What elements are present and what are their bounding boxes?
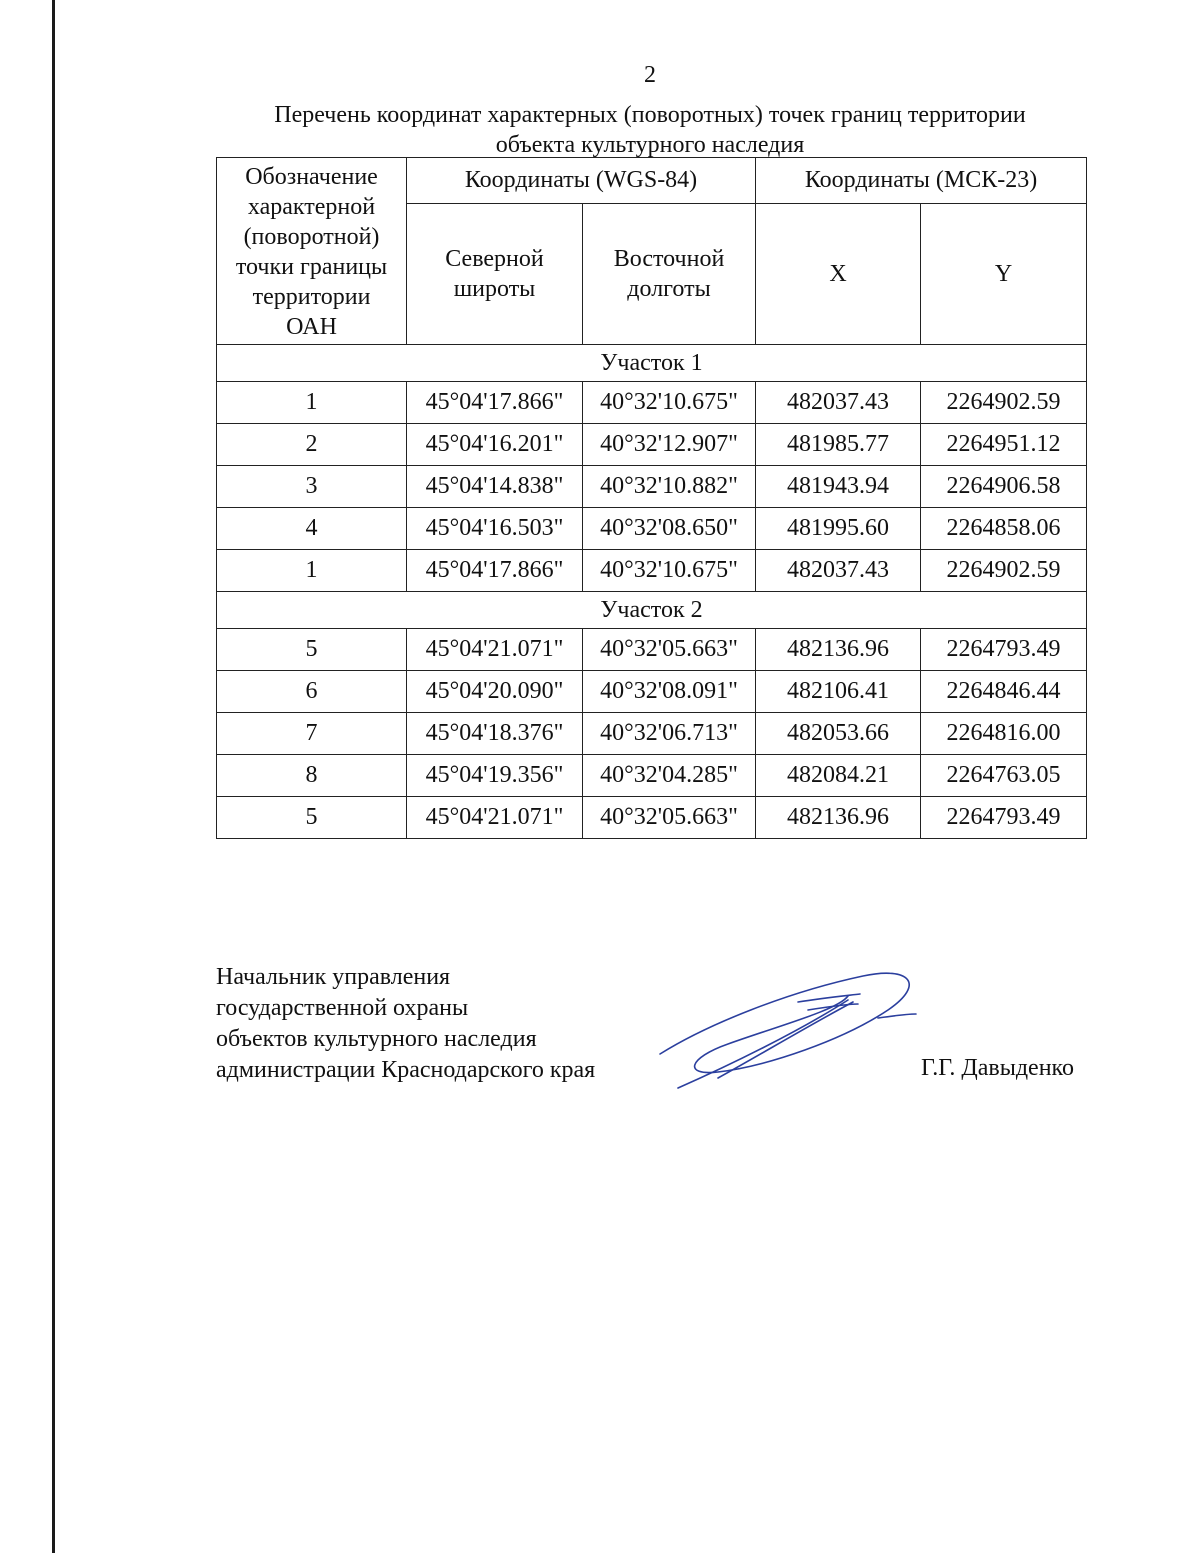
document-title-line-2: объекта культурного наследия xyxy=(495,132,805,158)
cell-point: 5 xyxy=(217,797,407,839)
cell-y: 2264816.00 xyxy=(921,713,1087,755)
section-row xyxy=(217,345,1087,382)
cell-longitude: 40°32'12.907" xyxy=(583,424,756,466)
cell-x: 481995.60 xyxy=(756,508,921,550)
header-latitude-line: широты xyxy=(453,276,536,303)
cell-x: 481985.77 xyxy=(756,424,921,466)
header-msk23: Координаты (МСК-23) xyxy=(756,158,1087,204)
table-row xyxy=(217,508,1087,550)
table-row xyxy=(217,713,1087,755)
table-row xyxy=(217,466,1087,508)
header-point-designation xyxy=(217,158,407,345)
cell-latitude: 45°04'16.201" xyxy=(407,424,583,466)
document-title-line-1: Перечень координат характерных (поворотных) точек границ территории xyxy=(274,102,1026,128)
cell-x: 482037.43 xyxy=(756,550,921,592)
signatory-line-3: объектов культурного наследия xyxy=(216,1026,537,1052)
coordinates-table xyxy=(216,157,1087,839)
section-title: Участок 2 xyxy=(217,592,1087,629)
signatory-line-1: Начальник управления xyxy=(216,964,451,990)
cell-x: 482136.96 xyxy=(756,797,921,839)
cell-x: 482136.96 xyxy=(756,629,921,671)
header-point-line: характерной xyxy=(247,194,376,220)
cell-y: 2264906.58 xyxy=(921,466,1087,508)
cell-longitude: 40°32'05.663" xyxy=(583,797,756,839)
header-longitude xyxy=(583,204,756,345)
cell-point: 4 xyxy=(217,508,407,550)
cell-longitude: 40°32'04.285" xyxy=(583,755,756,797)
cell-longitude: 40°32'10.675" xyxy=(583,382,756,424)
cell-y: 2264846.44 xyxy=(921,671,1087,713)
signatory-line-4: администрации Краснодарского края xyxy=(216,1057,596,1083)
cell-y: 2264793.49 xyxy=(921,629,1087,671)
cell-longitude: 40°32'05.663" xyxy=(583,629,756,671)
header-point-line: точки границы xyxy=(235,254,388,280)
header-point-line: Обозначение xyxy=(245,164,378,190)
cell-y: 2264793.49 xyxy=(921,797,1087,839)
cell-x: 481943.94 xyxy=(756,466,921,508)
cell-latitude: 45°04'18.376" xyxy=(407,713,583,755)
header-wgs84: Координаты (WGS-84) xyxy=(407,158,756,204)
cell-longitude: 40°32'06.713" xyxy=(583,713,756,755)
cell-y: 2264951.12 xyxy=(921,424,1087,466)
signature-stroke xyxy=(798,994,860,1002)
header-point-line: ОАН xyxy=(286,314,337,340)
signatory-line-2: государственной охраны xyxy=(216,995,469,1021)
cell-longitude: 40°32'10.675" xyxy=(583,550,756,592)
table-row xyxy=(217,629,1087,671)
cell-latitude: 45°04'21.071" xyxy=(407,629,583,671)
cell-x: 482037.43 xyxy=(756,382,921,424)
cell-point: 7 xyxy=(217,713,407,755)
section-row xyxy=(217,592,1087,629)
document-title xyxy=(215,100,1085,160)
table-row xyxy=(217,382,1087,424)
cell-y: 2264902.59 xyxy=(921,550,1087,592)
cell-point: 5 xyxy=(217,629,407,671)
cell-latitude: 45°04'21.071" xyxy=(407,797,583,839)
signature-stroke xyxy=(660,973,909,1072)
cell-latitude: 45°04'17.866" xyxy=(407,550,583,592)
header-y: Y xyxy=(921,204,1087,345)
handwritten-signature xyxy=(648,962,918,1092)
table-row xyxy=(217,550,1087,592)
section-title: Участок 1 xyxy=(217,345,1087,382)
cell-y: 2264763.05 xyxy=(921,755,1087,797)
cell-point: 1 xyxy=(217,382,407,424)
header-longitude-line: долготы xyxy=(627,276,711,303)
cell-point: 2 xyxy=(217,424,407,466)
page-number: 2 xyxy=(644,62,656,88)
cell-point: 6 xyxy=(217,671,407,713)
header-x: X xyxy=(756,204,921,345)
cell-y: 2264902.59 xyxy=(921,382,1087,424)
cell-longitude: 40°32'08.091" xyxy=(583,671,756,713)
header-point-line: (поворотной) xyxy=(243,224,380,250)
cell-y: 2264858.06 xyxy=(921,508,1087,550)
cell-latitude: 45°04'14.838" xyxy=(407,466,583,508)
page-left-edge xyxy=(52,0,55,1553)
signer-name: Г.Г. Давыденко xyxy=(921,1055,1074,1081)
signatory-block xyxy=(216,962,595,1086)
cell-x: 482053.66 xyxy=(756,713,921,755)
header-point-line: территории xyxy=(252,284,371,310)
table-row xyxy=(217,755,1087,797)
header-latitude xyxy=(407,204,583,345)
cell-latitude: 45°04'16.503" xyxy=(407,508,583,550)
table-row xyxy=(217,424,1087,466)
cell-latitude: 45°04'17.866" xyxy=(407,382,583,424)
cell-point: 1 xyxy=(217,550,407,592)
cell-longitude: 40°32'10.882" xyxy=(583,466,756,508)
cell-x: 482106.41 xyxy=(756,671,921,713)
header-latitude-line: Северной xyxy=(445,246,544,273)
cell-longitude: 40°32'08.650" xyxy=(583,508,756,550)
signature-stroke xyxy=(878,1014,916,1018)
cell-latitude: 45°04'19.356" xyxy=(407,755,583,797)
table-row xyxy=(217,797,1087,839)
cell-x: 482084.21 xyxy=(756,755,921,797)
cell-point: 8 xyxy=(217,755,407,797)
header-longitude-line: Восточной xyxy=(613,246,725,273)
cell-point: 3 xyxy=(217,466,407,508)
table-row xyxy=(217,671,1087,713)
cell-latitude: 45°04'20.090" xyxy=(407,671,583,713)
